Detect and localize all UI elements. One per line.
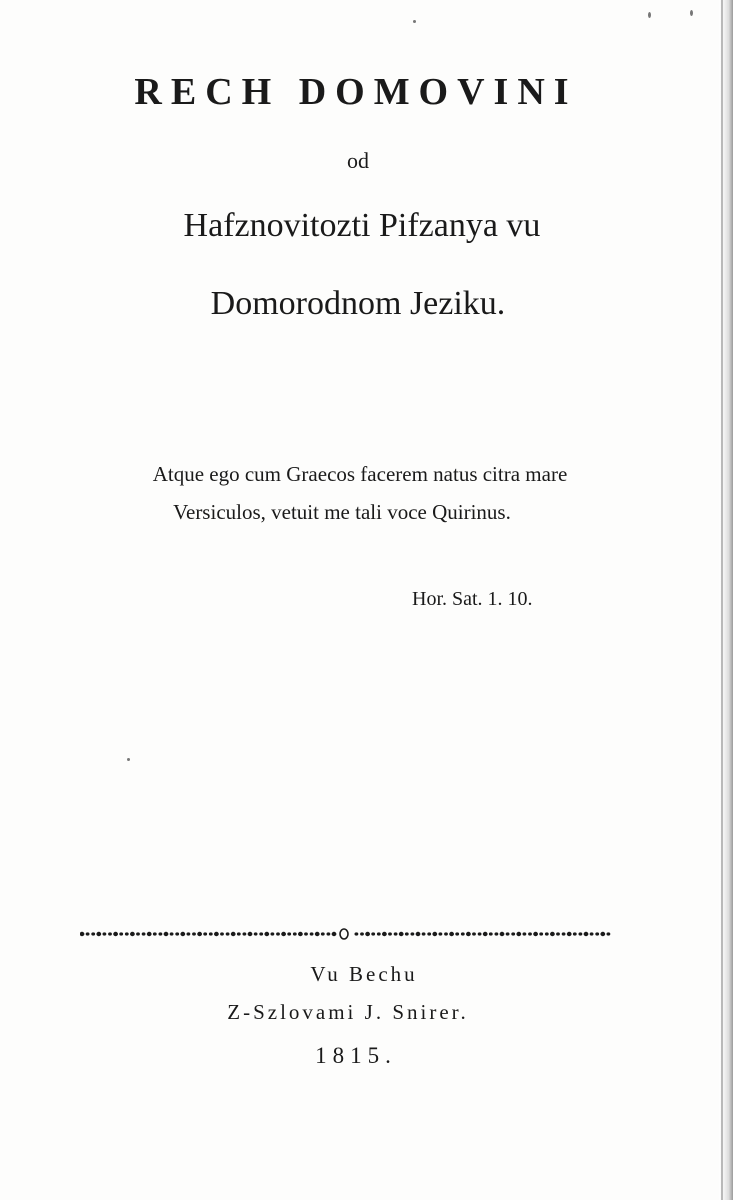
ornamental-bead	[287, 932, 291, 935]
ornamental-bead	[91, 932, 95, 935]
ornamental-bead	[281, 932, 286, 936]
print-speck	[413, 20, 416, 23]
ornamental-bead	[533, 932, 538, 936]
ornamental-bead	[573, 932, 577, 935]
epigraph-line-1: Atque ego cum Graecos facerem natus citra mare	[152, 462, 568, 486]
ornamental-bead	[153, 932, 157, 935]
book-title: RECH DOMOVINI	[134, 71, 578, 113]
ornamental-bead	[226, 932, 230, 935]
ornamental-bead	[243, 932, 247, 935]
ornamental-bead	[164, 932, 169, 936]
ornamental-bead	[237, 932, 241, 935]
ornamental-bead	[86, 932, 90, 935]
ornamental-bead	[595, 932, 599, 935]
ornamental-bead	[192, 932, 196, 935]
ornamental-bead	[371, 932, 375, 935]
ornamental-bead	[411, 932, 415, 935]
ornamental-bead	[125, 932, 129, 935]
imprint-printer: Z-Szlovami J. Snirer.	[227, 1000, 469, 1024]
ornamental-bead	[254, 932, 258, 935]
imprint-year: 1815.	[315, 1043, 397, 1068]
ornamental-bead	[461, 932, 465, 935]
ornamental-bead	[264, 932, 269, 936]
ornamental-bead	[271, 932, 275, 935]
ornamental-bead	[170, 932, 174, 935]
ornamental-bead	[472, 932, 476, 935]
page-edge-line	[721, 0, 723, 1200]
ornamental-bead	[187, 932, 191, 935]
ornamental-bead	[455, 932, 459, 935]
ornamental-bead	[466, 932, 471, 936]
epigraph-citation: Hor. Sat. 1. 10.	[412, 588, 533, 610]
ornamental-bead	[180, 932, 185, 936]
ornamental-bead	[103, 932, 107, 935]
ornamental-bead	[562, 932, 566, 935]
ornamental-bead	[511, 932, 515, 935]
title-connector: od	[347, 148, 369, 173]
ornamental-bead	[310, 932, 314, 935]
ornamental-bead	[248, 932, 253, 936]
ornamental-bead	[584, 932, 589, 936]
ornamental-rule-beads	[80, 932, 610, 936]
ornamental-bead	[96, 932, 101, 936]
ornamental-bead	[304, 932, 308, 935]
ornamental-bead	[399, 932, 404, 936]
ornamental-bead	[220, 932, 224, 935]
ornamental-bead	[197, 932, 202, 936]
ornamental-bead	[214, 932, 219, 936]
ornamental-bead	[259, 932, 263, 935]
ornamental-bead	[449, 932, 454, 936]
ornamental-bead	[365, 932, 370, 936]
subtitle-line-1: Hafznovitozti Pifzanya vu	[183, 207, 541, 244]
ornamental-bead	[607, 932, 611, 935]
ornamental-bead	[80, 932, 84, 936]
ornamental-bead	[355, 932, 359, 935]
ornamental-bead	[321, 932, 325, 935]
ornamental-bead	[422, 932, 426, 935]
ornamental-bead	[388, 932, 392, 935]
ornamental-bead	[483, 932, 488, 936]
ornamental-bead	[175, 932, 179, 935]
ornamental-bead	[377, 932, 381, 935]
ornamental-bead	[298, 932, 303, 936]
ornamental-bead	[523, 932, 527, 935]
ornamental-bead	[130, 932, 135, 936]
ornamental-bead	[590, 932, 594, 935]
ornamental-bead	[327, 932, 331, 935]
print-speck	[127, 758, 130, 761]
ornamental-bead	[489, 932, 493, 935]
ornamental-bead	[382, 932, 387, 936]
ornamental-bead	[495, 932, 499, 935]
epigraph-line-2: Versiculos, vetuit me tali voce Quirinus.	[173, 500, 511, 524]
subtitle-line-2: Domorodnom Jeziku.	[210, 285, 506, 322]
ornamental-bead	[405, 932, 409, 935]
ornamental-bead	[209, 932, 213, 935]
ornamental-bead	[332, 932, 337, 936]
ornamental-bead	[293, 932, 297, 935]
imprint-place: Vu Bechu	[310, 962, 418, 986]
ornamental-bead	[108, 932, 112, 935]
ornamental-bead	[439, 932, 443, 935]
ornamental-bead	[539, 932, 543, 935]
ornamental-bead	[567, 932, 572, 936]
ornamental-bead	[427, 932, 431, 935]
ornamental-bead	[556, 932, 560, 935]
ornamental-bead	[136, 932, 140, 935]
ornamental-bead	[416, 932, 421, 936]
ornamental-bead	[500, 932, 505, 936]
ornamental-rule	[80, 926, 614, 942]
ornamental-bead	[600, 932, 605, 936]
ornamental-bead	[478, 932, 482, 935]
ornamental-bead	[360, 932, 364, 935]
ornamental-bead	[528, 932, 532, 935]
ornamental-bead	[142, 932, 146, 935]
ornamental-bead	[315, 932, 320, 936]
ornamental-bead	[550, 932, 555, 936]
ornamental-bead	[506, 932, 510, 935]
ornamental-bead	[579, 932, 583, 935]
ornamental-bead	[119, 932, 123, 935]
ornamental-bead	[394, 932, 398, 935]
ornamental-bead	[147, 932, 152, 936]
ornamental-bead	[231, 932, 236, 936]
print-speck	[690, 10, 693, 16]
ornamental-rule-center-ring	[340, 929, 348, 939]
ornamental-bead	[276, 932, 280, 935]
ornamental-bead	[545, 932, 549, 935]
ornamental-bead	[516, 932, 521, 936]
ornamental-bead	[113, 932, 118, 936]
ornamental-bead	[159, 932, 163, 935]
ornamental-bead	[203, 932, 207, 935]
ornamental-bead	[444, 932, 448, 935]
print-speck	[648, 12, 651, 18]
ornamental-bead	[432, 932, 437, 936]
